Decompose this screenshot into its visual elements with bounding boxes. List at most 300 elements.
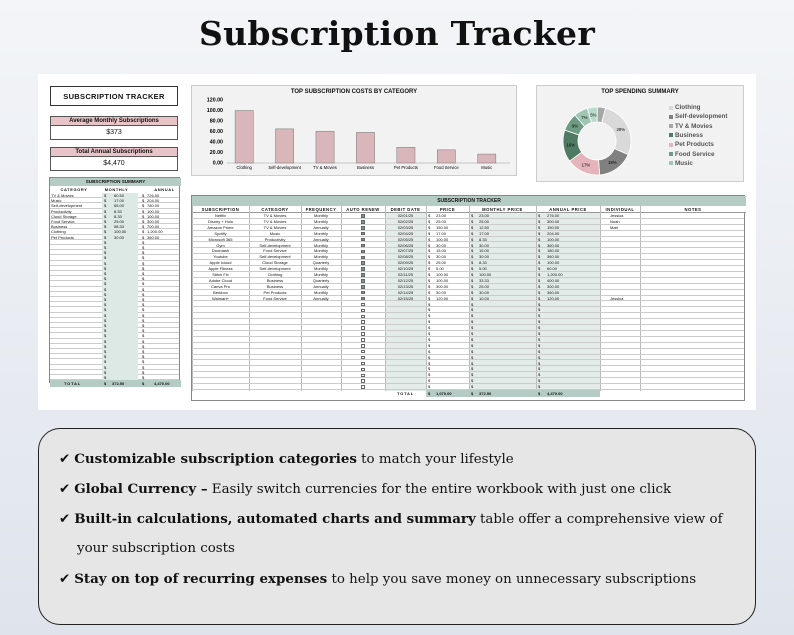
currency-symbol: $	[104, 271, 107, 276]
x-tick-label: Food Service	[433, 165, 459, 170]
currency-symbol: $	[428, 277, 431, 283]
feature-text: your subscription costs	[77, 541, 235, 556]
summary-category: TV & Movies	[51, 193, 74, 198]
annual-price: 180.00	[547, 248, 560, 254]
currency-symbol: $	[428, 354, 431, 360]
currency-symbol: $	[538, 384, 541, 390]
legend-label: Self-development	[675, 113, 728, 121]
currency-symbol: $	[142, 245, 145, 250]
subscription-name: Adobe Cloud	[208, 277, 233, 283]
debit-date: 02/09/25	[397, 260, 414, 266]
auto-renew-checkbox[interactable]	[361, 244, 365, 248]
currency-symbol: $	[142, 271, 145, 276]
x-tick-label: Clothing	[236, 165, 252, 170]
currency-symbol: $	[104, 281, 107, 287]
subscription-name: Berkbox	[213, 289, 228, 295]
price: 30.00	[436, 289, 447, 295]
monthly-price: 15.00	[479, 248, 490, 254]
currency-symbol: $	[104, 245, 107, 250]
monthly-price: 30.00	[479, 289, 490, 295]
column-header: PRICE	[439, 207, 456, 212]
auto-renew-checkbox[interactable]	[361, 232, 365, 236]
subscription-category: Business	[266, 283, 284, 289]
total-annual-value: $4,470	[50, 157, 178, 171]
debit-date: 02/14/25	[397, 289, 414, 295]
currency-symbol: $	[471, 218, 474, 224]
auto-renew-checkbox[interactable]	[361, 261, 365, 265]
currency-symbol: $	[538, 230, 541, 236]
legend-item	[669, 113, 727, 120]
currency-symbol: $	[104, 219, 107, 224]
currency-symbol: $	[142, 349, 145, 354]
currency-symbol: $	[428, 230, 431, 236]
currency-symbol: $	[104, 239, 107, 245]
price: 23.00	[436, 213, 447, 218]
auto-renew-checkbox[interactable]	[361, 238, 365, 242]
currency-symbol: $	[142, 260, 145, 266]
currency-symbol: $	[471, 366, 474, 372]
currency-symbol: $	[428, 378, 431, 384]
auto-renew-checkbox[interactable]	[361, 285, 365, 289]
main-tracker-table	[191, 195, 745, 401]
y-tick-label: 100.00	[206, 108, 223, 114]
feature-line	[59, 481, 671, 497]
legend-item	[669, 104, 701, 111]
currency-symbol: $	[428, 307, 431, 313]
currency-symbol: $	[538, 336, 541, 342]
currency-symbol: $	[471, 283, 474, 289]
subscription-category: Self-development	[259, 242, 291, 248]
summary-category: Pet Products	[51, 234, 74, 240]
currency-symbol: $	[471, 342, 474, 348]
monthly-price: 10.00	[479, 295, 490, 301]
price: 17.00	[436, 230, 447, 236]
currency-symbol: $	[142, 208, 145, 214]
feature-highlight: Customizable subscription categories	[74, 451, 357, 467]
currency-symbol: $	[538, 307, 541, 313]
total-annual: 4,470.00	[547, 391, 563, 396]
pie-label: 29%	[616, 126, 626, 132]
summary-annual: 726.00	[147, 193, 160, 198]
currency-symbol: $	[471, 348, 474, 354]
currency-symbol: $	[471, 260, 474, 266]
annual-price: 360.00	[547, 242, 560, 248]
currency-symbol: $	[142, 255, 145, 261]
currency-symbol: $	[471, 230, 474, 236]
currency-symbol: $	[104, 375, 107, 380]
auto-renew-checkbox[interactable]	[361, 332, 365, 336]
currency-symbol: $	[142, 193, 145, 198]
currency-symbol: $	[142, 317, 145, 323]
auto-renew-checkbox[interactable]	[361, 226, 365, 230]
summary-category: Business	[51, 224, 68, 230]
subscription-name: Netflix	[214, 213, 227, 218]
currency-symbol: $	[428, 218, 431, 224]
currency-symbol: $	[538, 331, 541, 336]
pie-chart-panel	[536, 85, 744, 182]
currency-symbol: $	[104, 250, 107, 256]
currency-symbol: $	[142, 364, 145, 370]
auto-renew-checkbox[interactable]	[361, 291, 365, 295]
currency-symbol: $	[104, 291, 107, 297]
price: 100.00	[436, 277, 449, 283]
check-icon: ✔	[59, 452, 71, 467]
currency-symbol: $	[104, 203, 107, 209]
column-header: NOTES	[684, 207, 702, 212]
individual: Jessica	[610, 213, 624, 218]
currency-symbol: $	[104, 234, 107, 240]
debit-date: 02/12/25	[397, 277, 414, 283]
currency-symbol: $	[471, 372, 474, 378]
currency-symbol: $	[428, 384, 431, 390]
bar	[276, 129, 294, 163]
monthly-price: 8.33	[479, 260, 487, 266]
currency-symbol: $	[104, 307, 107, 313]
column-header: SUBSCRIPTION	[201, 207, 240, 212]
bar	[356, 132, 374, 163]
legend-item	[669, 132, 703, 139]
legend-item	[669, 123, 712, 130]
currency-symbol: $	[428, 283, 431, 289]
pie-label: 7%	[581, 115, 588, 121]
column-header: MONTHLY PRICE	[482, 207, 523, 212]
subscription-name: Disney + Hulu	[207, 218, 233, 224]
auto-renew-checkbox[interactable]	[361, 326, 365, 330]
price: 300.00	[436, 283, 449, 289]
y-tick-label: 120.00	[206, 97, 223, 104]
y-tick-label: 40.00	[209, 139, 223, 146]
bar-chart-panel	[191, 85, 517, 176]
auto-renew-checkbox[interactable]	[361, 256, 365, 260]
currency-symbol: $	[104, 198, 107, 204]
auto-renew-checkbox[interactable]	[361, 362, 365, 366]
legend-label: TV & Movies	[675, 122, 713, 130]
subscription-category: TV & Movies	[263, 224, 287, 230]
currency-symbol: $	[538, 366, 541, 372]
bar-chart-title: TOP SUBSCRIPTION COSTS BY CATEGORY	[290, 89, 418, 95]
summary-monthly: 8.33	[114, 208, 122, 214]
currency-symbol: $	[428, 289, 431, 295]
currency-symbol: $	[538, 378, 541, 384]
auto-renew-checkbox[interactable]	[361, 309, 365, 313]
monthly-price: 25.00	[479, 218, 490, 224]
y-tick-label: 80.00	[209, 118, 223, 125]
column-header: AUTO RENEW	[346, 207, 380, 212]
feature-text: to match your lifestyle	[356, 452, 514, 467]
auto-renew-checkbox[interactable]	[361, 273, 365, 277]
summary-annual: 300.00	[147, 219, 160, 224]
pie-label: 5%	[590, 112, 597, 118]
total-row-bg	[426, 390, 600, 397]
monthly-price: 25.00	[479, 283, 490, 289]
auto-renew-checkbox[interactable]	[361, 214, 365, 218]
monthly-price: 5.00	[479, 266, 487, 272]
currency-symbol: $	[538, 354, 541, 360]
currency-symbol: $	[104, 255, 107, 261]
subscription-frequency: Monthly	[313, 218, 328, 224]
pie-label: 18%	[608, 160, 617, 166]
price: 120.00	[436, 295, 449, 301]
currency-symbol: $	[142, 354, 145, 360]
currency-symbol: $	[142, 281, 145, 287]
total-monthly: 372.50	[479, 391, 492, 396]
auto-renew-checkbox[interactable]	[361, 350, 365, 354]
currency-symbol: $	[538, 325, 541, 331]
currency-symbol: $	[538, 348, 541, 354]
currency-symbol: $	[471, 325, 474, 331]
subscription-frequency: Monthly	[313, 289, 328, 295]
summary-monthly: 60.50	[114, 193, 125, 198]
summary-annual: 100.00	[147, 213, 160, 219]
currency-symbol: $	[428, 372, 431, 378]
legend-swatch	[669, 161, 673, 165]
auto-renew-checkbox[interactable]	[361, 374, 365, 378]
currency-symbol: $	[428, 248, 431, 254]
currency-symbol: $	[538, 224, 541, 230]
summary-title: SUBSCRIPTION SUMMARY	[50, 178, 181, 186]
auto-renew-checkbox[interactable]	[361, 344, 365, 348]
monthly-price: 30.00	[479, 254, 490, 260]
debit-date: 02/08/25	[397, 254, 414, 260]
currency-symbol: $	[471, 360, 474, 366]
currency-symbol: $	[142, 234, 145, 240]
total-label: TOTAL	[397, 391, 414, 396]
currency-symbol: $	[538, 266, 541, 272]
feature-line	[59, 511, 723, 527]
column-header: CATEGORY	[261, 207, 289, 212]
currency-symbol: $	[104, 359, 107, 365]
currency-symbol: $	[104, 265, 107, 271]
currency-symbol: $	[104, 286, 107, 292]
auto-renew-checkbox[interactable]	[361, 356, 365, 360]
summary-header: CATEGORY	[60, 187, 88, 192]
subscription-name: Spotify	[214, 230, 227, 236]
currency-symbol: $	[471, 354, 474, 360]
currency-symbol: $	[142, 286, 145, 292]
currency-symbol: $	[471, 272, 474, 277]
currency-symbol: $	[471, 378, 474, 384]
legend-swatch	[669, 143, 673, 147]
currency-symbol: $	[104, 381, 107, 387]
annual-price: 300.00	[547, 218, 560, 224]
column-header: DEBIT DATE	[390, 207, 421, 212]
legend-swatch	[669, 124, 673, 128]
monthly-price: 12.50	[479, 224, 490, 230]
subscription-frequency: Annually	[313, 224, 329, 230]
legend-label: Music	[675, 159, 693, 167]
bar	[235, 111, 253, 164]
summary-total-label: TOTAL	[64, 381, 81, 387]
auto-renew-checkbox[interactable]	[361, 303, 365, 307]
feature-line	[59, 571, 696, 587]
y-tick-label: 0.00	[212, 160, 223, 167]
price: 25.00	[436, 218, 447, 224]
currency-symbol: $	[471, 301, 474, 307]
pie-label: 16%	[566, 142, 576, 148]
currency-symbol: $	[104, 224, 107, 230]
auto-renew-checkbox[interactable]	[361, 250, 365, 254]
individual: Noah	[610, 218, 620, 224]
summary-monthly: 25.00	[114, 219, 125, 224]
currency-symbol: $	[471, 331, 474, 336]
monthly-price: 30.00	[479, 242, 490, 248]
individual: Jessica	[610, 295, 624, 301]
currency-symbol: $	[142, 369, 145, 375]
x-tick-label: Self-development	[268, 165, 301, 170]
currency-symbol: $	[538, 236, 541, 242]
currency-symbol: $	[104, 354, 107, 360]
summary-monthly: 65.00	[114, 203, 125, 209]
summary-category: Music	[51, 198, 62, 204]
summary-annual: 700.00	[147, 224, 160, 230]
currency-symbol: $	[142, 219, 145, 224]
currency-symbol: $	[104, 328, 107, 334]
currency-symbol: $	[471, 391, 474, 396]
pie-chart-title: TOP SPENDING SUMMARY	[601, 89, 679, 95]
currency-symbol: $	[428, 260, 431, 266]
currency-symbol: $	[142, 224, 145, 230]
summary-category: Cloud Storage	[51, 213, 77, 219]
summary-annual: 100.00	[147, 208, 160, 214]
currency-symbol: $	[428, 391, 431, 396]
auto-renew-checkbox[interactable]	[361, 315, 365, 319]
currency-symbol: $	[538, 319, 541, 325]
subscription-name: Apple Fitness	[208, 266, 233, 272]
auto-renew-checkbox[interactable]	[361, 338, 365, 342]
currency-symbol: $	[471, 313, 474, 319]
total-annual-label: Total Annual Subscriptions	[50, 147, 178, 157]
subscription-category: Business	[266, 277, 284, 283]
currency-symbol: $	[142, 239, 145, 245]
individual: Matt	[610, 224, 618, 230]
subscription-name: Youtube	[213, 254, 228, 260]
summary-total-monthly: 372.50	[112, 381, 125, 387]
subscription-frequency: Quarterly	[312, 260, 330, 266]
auto-renew-checkbox[interactable]	[361, 279, 365, 283]
currency-symbol: $	[471, 277, 474, 283]
feature-highlight: Stay on top of recurring expenses	[74, 571, 328, 587]
summary-category: Clothing	[51, 229, 66, 235]
legend-swatch	[669, 152, 673, 156]
y-tick-label: 20.00	[209, 150, 223, 156]
annual-price: 360.00	[547, 254, 560, 260]
currency-symbol: $	[538, 260, 541, 266]
avg-monthly-label: Average Monthly Subscriptions	[50, 116, 178, 126]
spreadsheet-preview	[38, 74, 756, 410]
legend-swatch	[669, 106, 673, 110]
subscription-name: Gym	[216, 242, 225, 248]
subscription-frequency: Monthly	[313, 213, 328, 218]
currency-symbol: $	[428, 213, 431, 218]
debit-date: 02/15/25	[397, 295, 414, 301]
summary-monthly: 58.33	[114, 224, 125, 230]
debit-date: 02/03/25	[397, 224, 414, 230]
summary-category: Food Service	[51, 219, 75, 224]
debit-date: 02/06/25	[397, 242, 414, 248]
currency-symbol: $	[142, 333, 145, 339]
currency-symbol: $	[428, 272, 431, 277]
auto-renew-checkbox[interactable]	[361, 320, 365, 324]
summary-header: ANNUAL	[154, 187, 175, 192]
auto-renew-checkbox[interactable]	[361, 220, 365, 224]
currency-symbol: $	[428, 266, 431, 272]
check-icon: ✔	[59, 482, 71, 497]
bar	[437, 150, 455, 163]
price: 30.00	[436, 254, 447, 260]
currency-symbol: $	[104, 349, 107, 354]
bar	[397, 147, 415, 163]
subscription-frequency: Monthly	[313, 254, 328, 260]
currency-symbol: $	[428, 254, 431, 260]
subscription-name: Doordash	[211, 248, 230, 254]
subscription-name: Apple Icloud	[209, 260, 232, 266]
annual-price: 120.00	[547, 295, 560, 301]
price: 25.00	[436, 260, 447, 266]
currency-symbol: $	[142, 343, 145, 349]
x-tick-label: Music	[481, 165, 493, 170]
currency-symbol: $	[104, 193, 107, 198]
subscription-name: Amazon Prime	[207, 224, 234, 230]
currency-symbol: $	[142, 381, 145, 387]
column-header: ANNUAL PRICE	[549, 207, 587, 212]
subscription-frequency: Monthly	[313, 272, 328, 277]
legend-label: Business	[675, 131, 703, 139]
auto-renew-checkbox[interactable]	[361, 368, 365, 372]
annual-price: 300.00	[547, 283, 560, 289]
pie-label: 9%	[571, 123, 579, 129]
main-table-title: SUBSCRIPTION TRACKER	[192, 196, 746, 206]
tracker-title: SUBSCRIPTION TRACKER	[50, 86, 178, 106]
monthly-price: 33.33	[479, 277, 490, 283]
currency-symbol: $	[471, 254, 474, 260]
currency-symbol: $	[104, 276, 107, 282]
auto-renew-checkbox[interactable]	[361, 297, 365, 301]
currency-symbol: $	[428, 366, 431, 372]
subscription-frequency: Monthly	[313, 248, 328, 254]
currency-symbol: $	[142, 302, 145, 308]
currency-symbol: $	[142, 203, 145, 209]
debit-date: 02/10/25	[397, 266, 414, 272]
price: 100.00	[436, 236, 449, 242]
currency-symbol: $	[428, 360, 431, 366]
feature-text: Easily switch currencies for the entire workbook with just one click	[207, 482, 672, 497]
legend-label: Clothing	[675, 104, 701, 111]
auto-renew-checkbox[interactable]	[361, 379, 365, 383]
currency-symbol: $	[428, 313, 431, 319]
price: 100.00	[436, 272, 449, 277]
subscription-category: Cloud Storage	[262, 260, 288, 266]
currency-symbol: $	[538, 360, 541, 366]
bar	[316, 131, 334, 163]
subscription-frequency: Monthly	[313, 266, 328, 272]
currency-symbol: $	[538, 295, 541, 301]
summary-annual: 204.00	[147, 198, 160, 204]
currency-symbol: $	[471, 384, 474, 390]
auto-renew-checkbox[interactable]	[361, 267, 365, 271]
currency-symbol: $	[538, 283, 541, 289]
subscription-category: Food Service	[263, 295, 287, 301]
currency-symbol: $	[471, 336, 474, 342]
legend-swatch	[669, 133, 673, 137]
auto-renew-checkbox[interactable]	[361, 385, 365, 389]
subscription-category: TV & Movies	[263, 213, 287, 218]
currency-symbol: $	[142, 229, 145, 235]
annual-price: 60.00	[547, 266, 558, 272]
currency-symbol: $	[142, 375, 145, 380]
currency-symbol: $	[471, 236, 474, 242]
subscription-frequency: Monthly	[313, 242, 328, 248]
currency-symbol: $	[471, 248, 474, 254]
